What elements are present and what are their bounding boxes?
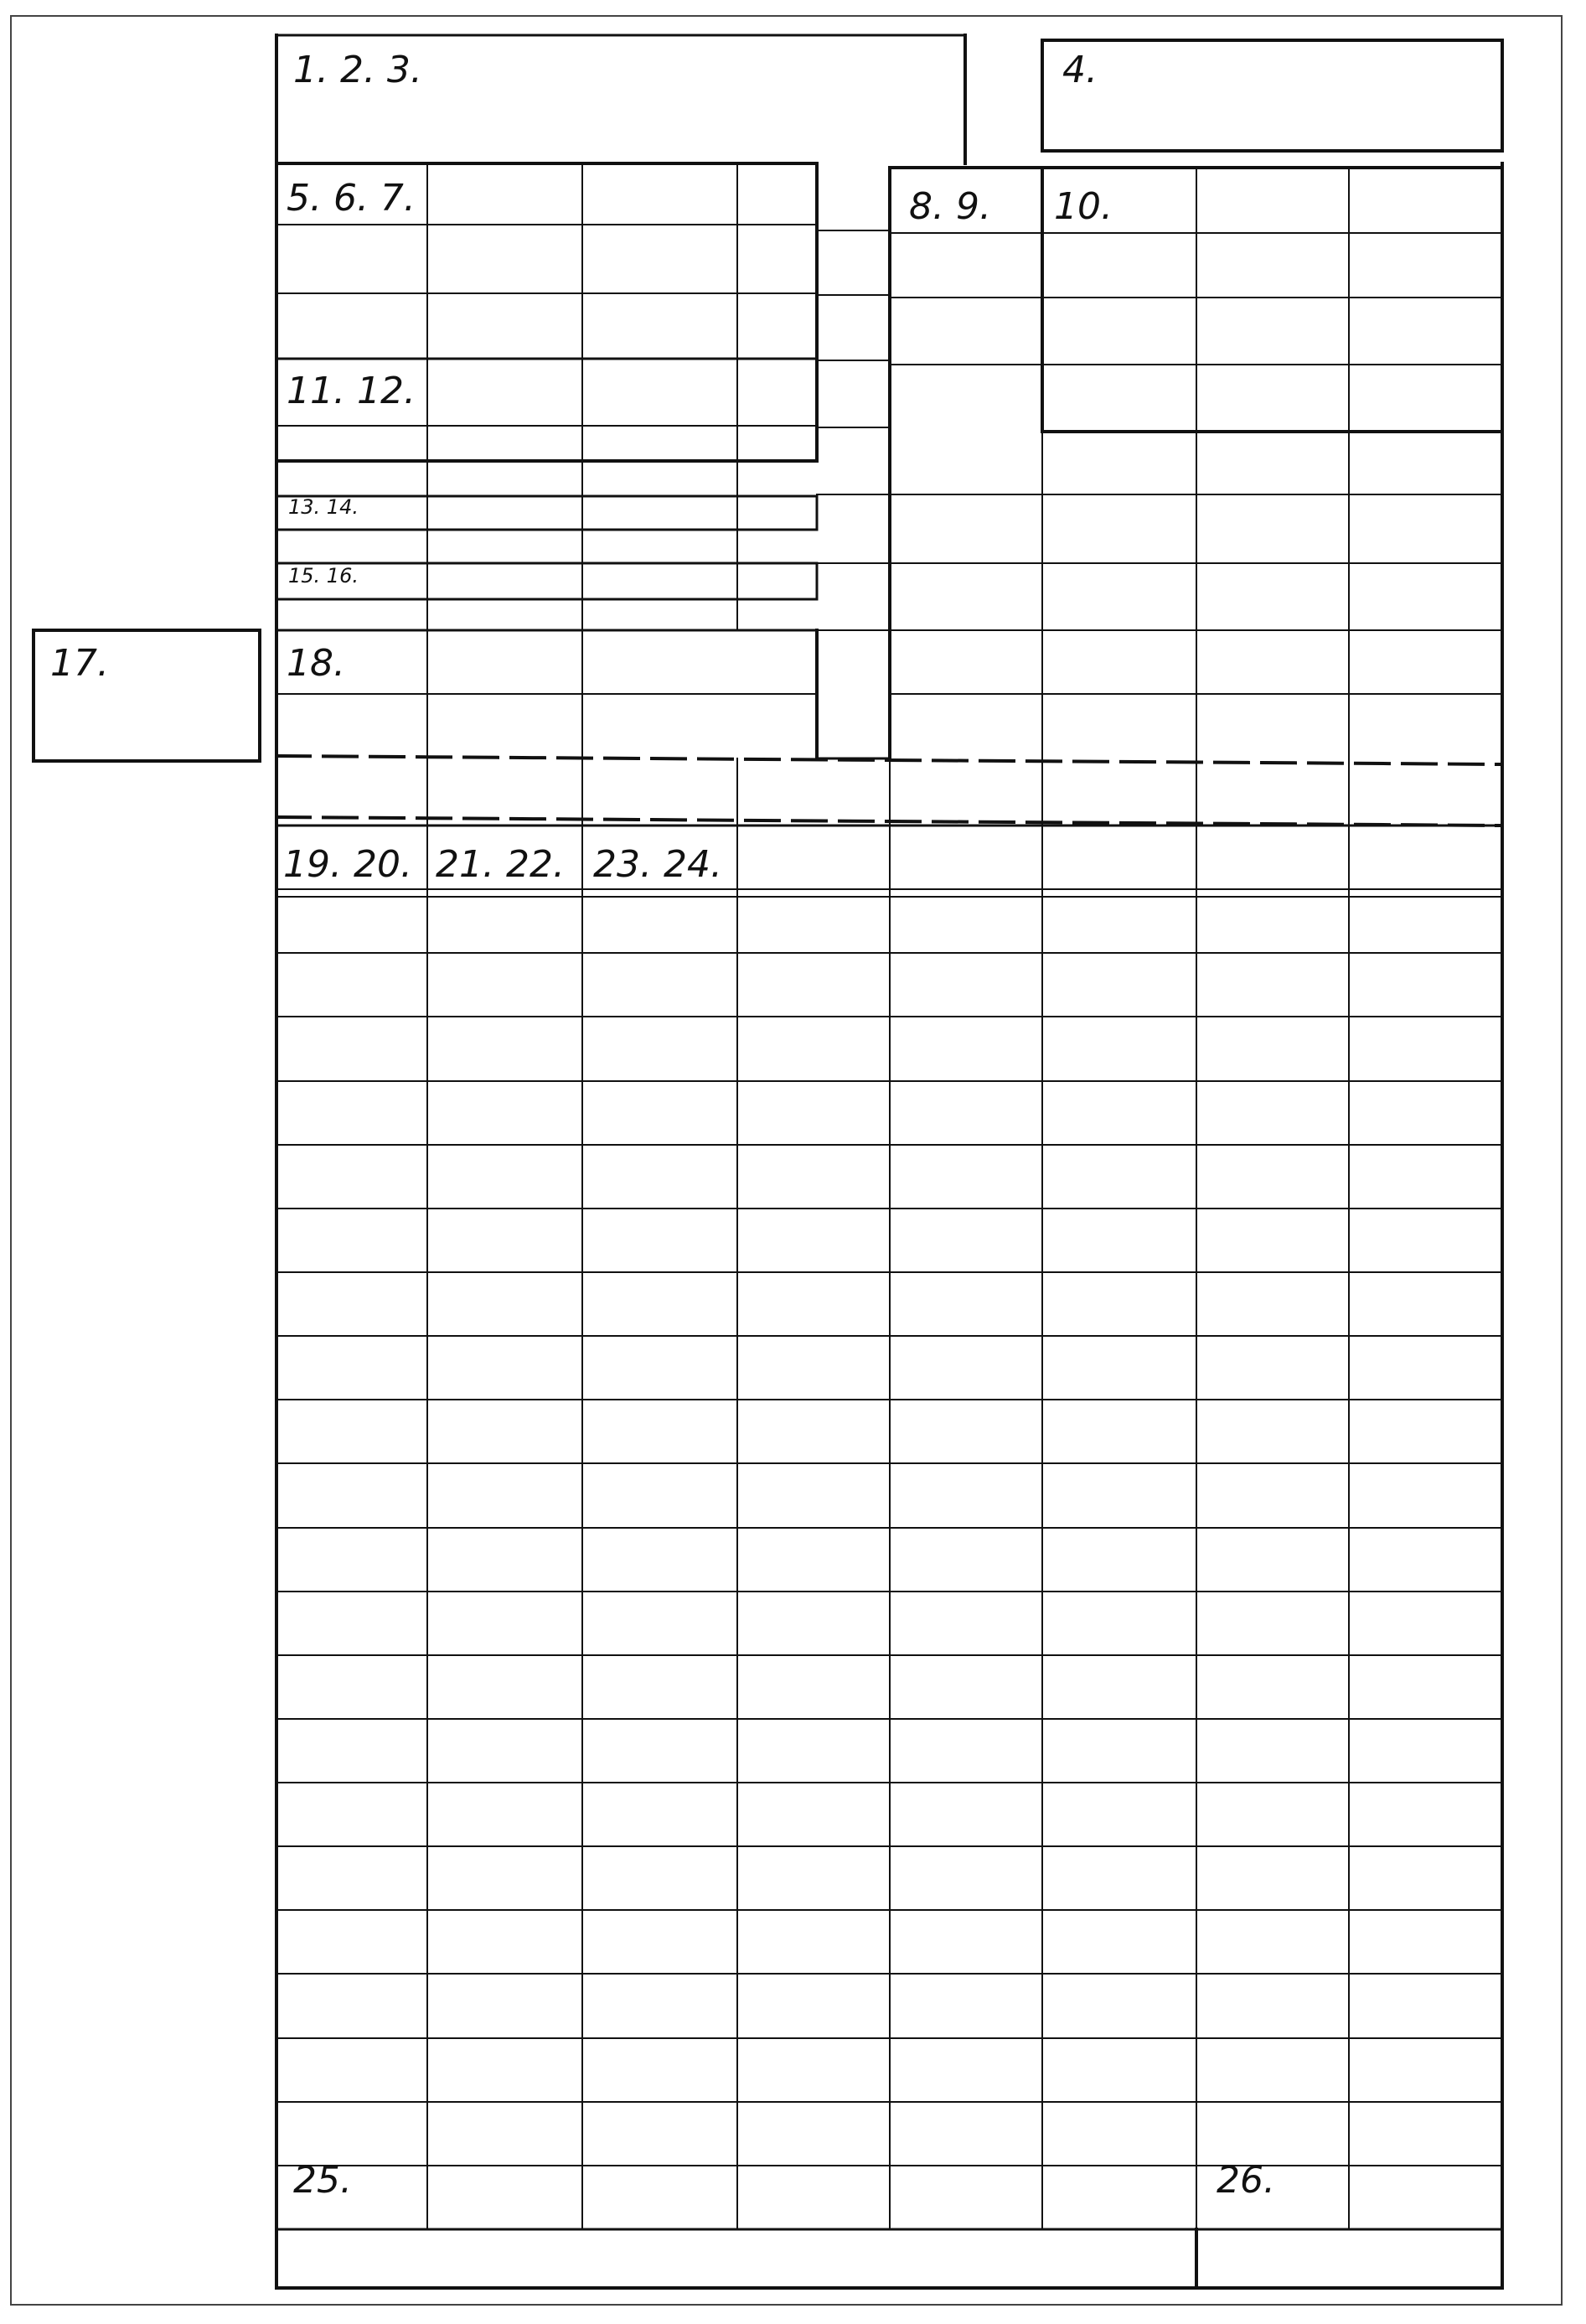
- field-label-5-6-7: 5. 6. 7.: [287, 177, 416, 220]
- field-label-13-14: 13. 14.: [288, 495, 359, 519]
- field-label-23-24: 23. 24.: [593, 843, 722, 886]
- field-label-25: 25.: [293, 2159, 352, 2202]
- field-label-1-2-3: 1. 2. 3.: [293, 49, 422, 91]
- field-label-4: 4.: [1062, 49, 1098, 91]
- field-label-19-20: 19. 20.: [283, 843, 412, 886]
- field-label-18: 18.: [287, 642, 345, 685]
- field-label-26: 26.: [1217, 2159, 1275, 2202]
- field-label-11-12: 11. 12.: [287, 370, 416, 412]
- field-label-8-9: 8. 9.: [909, 185, 991, 228]
- field-label-17: 17.: [50, 642, 109, 685]
- field-label-15-16: 15. 16.: [288, 564, 359, 587]
- field-label-21-22: 21. 22.: [436, 843, 565, 886]
- field-label-10: 10.: [1054, 185, 1113, 228]
